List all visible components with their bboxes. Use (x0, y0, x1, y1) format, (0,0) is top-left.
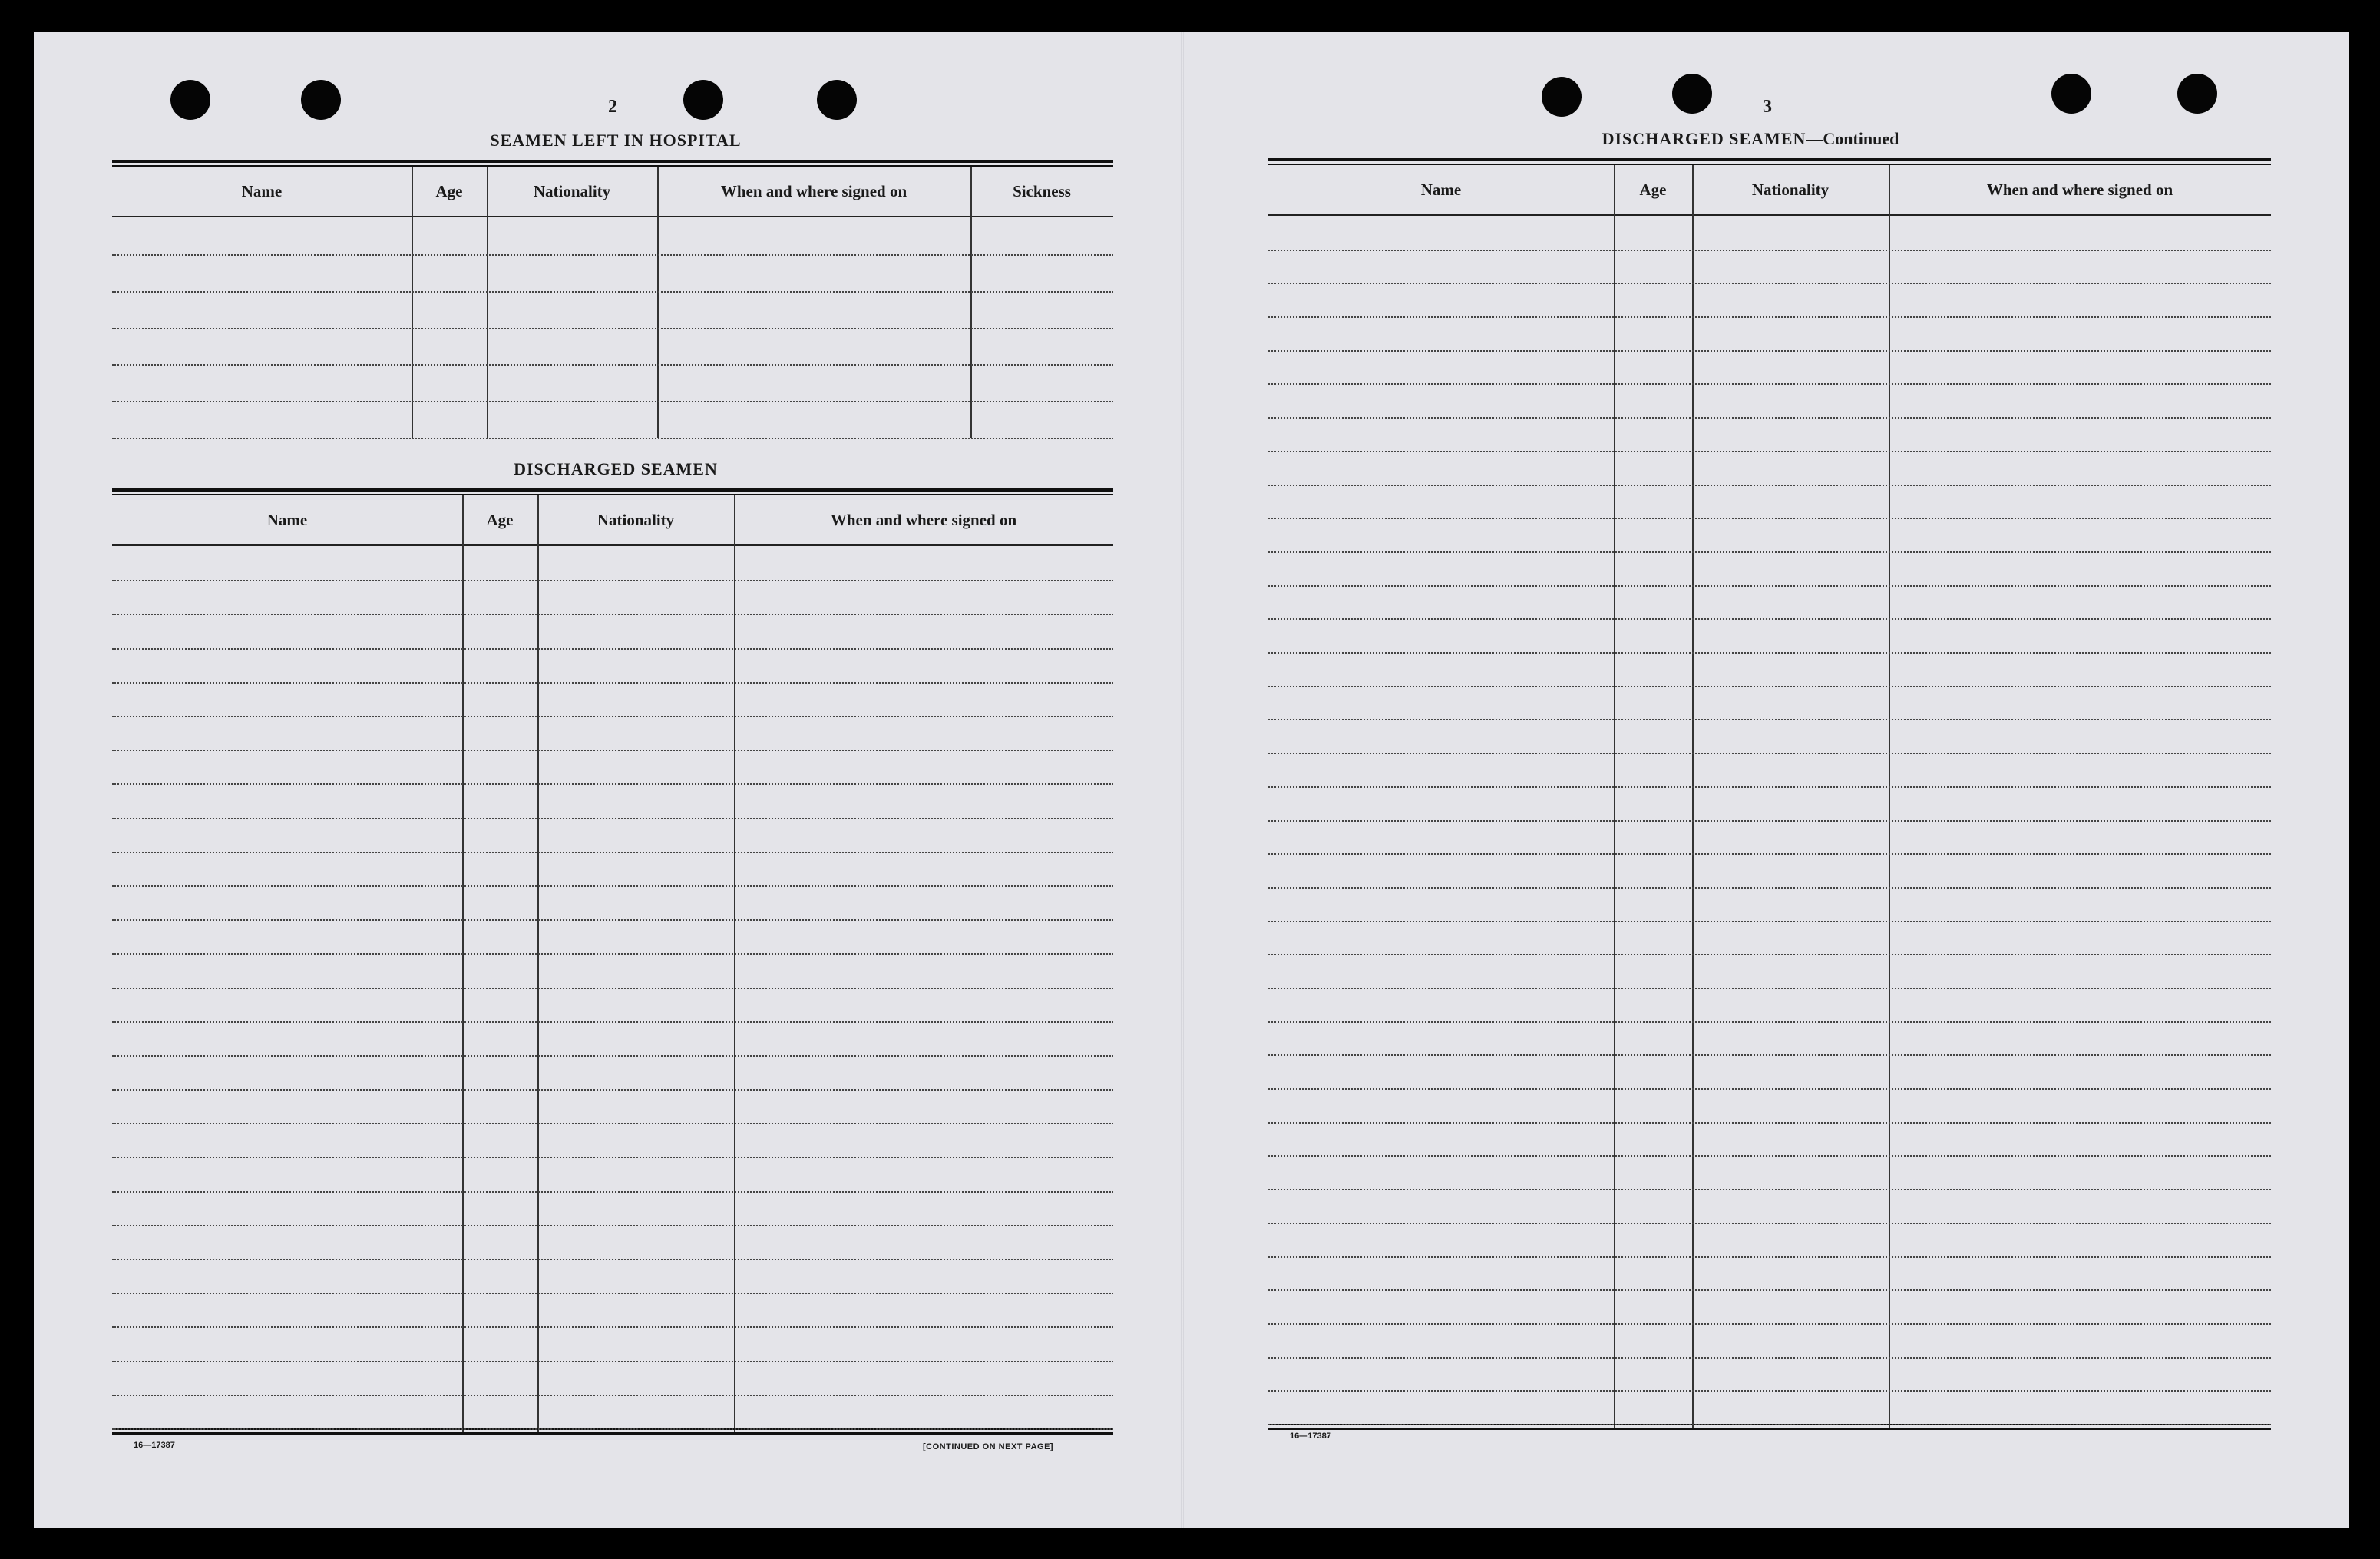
table-row (112, 953, 1113, 955)
column-header: Age (486, 510, 514, 529)
table-row (1268, 383, 2271, 385)
table-row (1268, 1189, 2271, 1190)
punch-hole (1672, 74, 1712, 114)
table-header (112, 495, 1113, 546)
table-row (112, 1395, 1113, 1396)
column-header: Sickness (1013, 181, 1071, 200)
table-row (1268, 887, 2271, 889)
table-row (112, 254, 1113, 256)
punch-hole (301, 80, 341, 120)
column-header: When and where signed on (1986, 180, 2173, 199)
table-row (1268, 1390, 2271, 1392)
section-title-suffix: —Continued (1806, 129, 1899, 148)
table-row (112, 682, 1113, 684)
table-row (1268, 921, 2271, 922)
table-row (112, 988, 1113, 989)
table-row (1268, 485, 2271, 486)
section-title-discharged: DISCHARGED SEAMEN (514, 459, 718, 478)
table-row (1268, 1223, 2271, 1224)
table-row (1268, 820, 2271, 822)
table-row (112, 614, 1113, 615)
table-row (1268, 686, 2271, 687)
discharged-table (112, 488, 1113, 1435)
hospital-table (112, 160, 1113, 438)
column-header: Name (1420, 180, 1462, 199)
page-fold (1181, 32, 1184, 1528)
punch-hole (1542, 77, 1582, 117)
table-row (112, 328, 1113, 329)
column-header: Nationality (1751, 180, 1830, 199)
section-title-discharged-continued (1505, 129, 1996, 149)
table-row (1268, 652, 2271, 654)
page-number: 2 (608, 97, 617, 117)
table-row (112, 364, 1113, 366)
table-header (112, 167, 1113, 217)
punch-hole (2051, 74, 2091, 114)
form-code: 16—17387 (1290, 1432, 1331, 1441)
table-row (1268, 853, 2271, 855)
table-row (112, 1191, 1113, 1193)
table-row (1268, 1021, 2271, 1023)
section-title-hospital: SEAMEN LEFT IN HOSPITAL (490, 131, 742, 150)
section-title-text: DISCHARGED SEAMEN (1602, 129, 1806, 148)
page-number: 3 (1763, 97, 1772, 117)
punch-hole (2177, 74, 2217, 114)
table-row (112, 438, 1113, 439)
table-row (112, 885, 1113, 887)
discharged-continued-table (1268, 158, 2271, 1430)
table-row (1268, 1088, 2271, 1090)
column-header: Name (241, 181, 283, 200)
table-row (112, 580, 1113, 581)
table-row (1268, 1323, 2271, 1325)
table-row (112, 1123, 1113, 1124)
table-row (1268, 1122, 2271, 1124)
column-header: When and where signed on (720, 181, 907, 200)
table-row (112, 1089, 1113, 1091)
column-header: Name (266, 510, 308, 529)
table-row (112, 291, 1113, 293)
table-row (1268, 1289, 2271, 1291)
table-row (1268, 954, 2271, 955)
column-header: Age (435, 181, 463, 200)
table-row (112, 1225, 1113, 1226)
table-row (1268, 518, 2271, 519)
table-row (1268, 283, 2271, 284)
table-row (112, 818, 1113, 819)
table-row (1268, 719, 2271, 720)
table-header (1268, 165, 2271, 216)
table-row (1268, 417, 2271, 419)
column-header: Age (1639, 180, 1667, 199)
table-row (1268, 786, 2271, 788)
table-row (112, 852, 1113, 853)
table-row (1268, 316, 2271, 318)
table-row (112, 401, 1113, 402)
table-row (112, 1055, 1113, 1057)
table-row (1268, 1155, 2271, 1157)
table-row (1268, 1256, 2271, 1258)
table-row (1268, 618, 2271, 620)
table-row (1268, 250, 2271, 251)
table-row (1268, 585, 2271, 587)
table-row (1268, 1054, 2271, 1056)
table-row (112, 750, 1113, 751)
table-row (1268, 1424, 2271, 1425)
table-row (112, 1157, 1113, 1158)
table-row (1268, 551, 2271, 553)
table-row (1268, 350, 2271, 352)
table-row (1268, 988, 2271, 989)
table-row (112, 1021, 1113, 1023)
table-row (112, 919, 1113, 921)
table-row (1268, 753, 2271, 754)
table-row (1268, 451, 2271, 452)
table-row (112, 1293, 1113, 1294)
table-row (112, 1361, 1113, 1362)
table-row (112, 1326, 1113, 1328)
table-row (112, 1259, 1113, 1260)
column-header: Nationality (533, 181, 611, 200)
column-header: Nationality (597, 510, 675, 529)
continued-note: [CONTINUED ON NEXT PAGE] (923, 1442, 1054, 1451)
punch-hole (170, 80, 210, 120)
table-row (112, 716, 1113, 717)
form-code: 16—17387 (134, 1441, 175, 1450)
column-header: When and where signed on (830, 510, 1017, 529)
table-row (112, 648, 1113, 650)
punch-hole (817, 80, 857, 120)
punch-hole (683, 80, 723, 120)
table-row (112, 1428, 1113, 1430)
table-row (1268, 1357, 2271, 1359)
table-row (112, 783, 1113, 785)
